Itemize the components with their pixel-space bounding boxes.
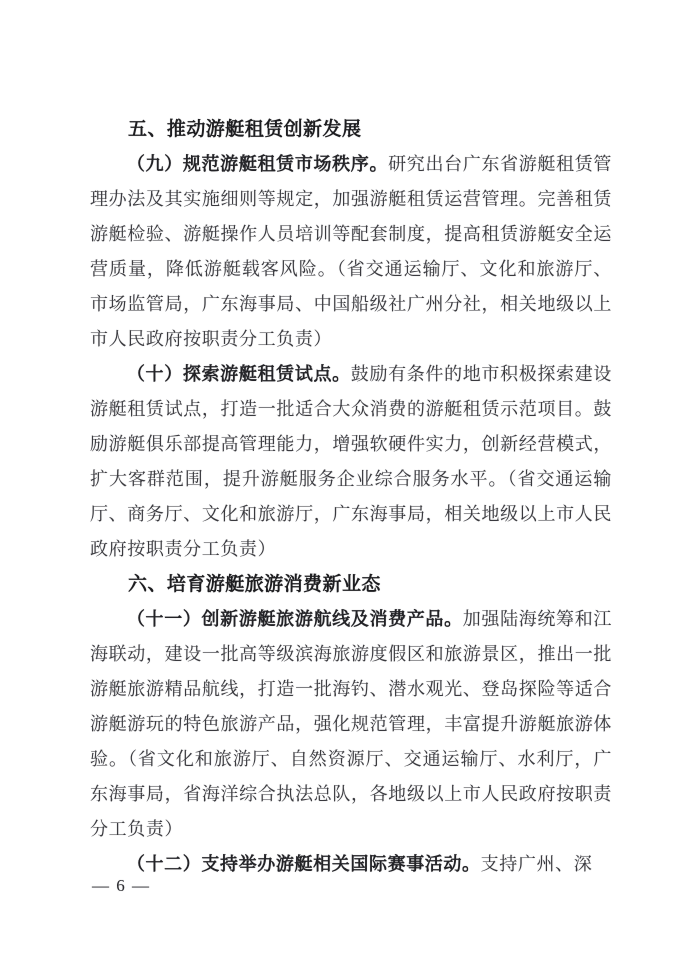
- section-heading-five: 五、推动游艇租赁创新发展: [128, 119, 362, 140]
- paragraph-nine-text: 研究出台广东省游艇租赁管理办法及其实施细则等规定，加强游艇租赁运营管理。完善租赁游艇检验、游艇操作人员培训等配套制度，提高租赁游艇安全运营质量，降低游艇载客风险。（省交通运输厅、文化和旅游厅、市场监管局，广东海事局、中国船级社广州分社，相关地级以上市人民政府按职责分工负责）: [90, 154, 612, 349]
- page-number-footer: — 6 —: [92, 876, 151, 895]
- paragraph-twelve-text: 支持广州、深: [480, 854, 593, 874]
- paragraph-ten-text: 鼓励有条件的地市积极探索建设游艇租赁试点，打造一批适合大众消费的游艇租赁示范项目。鼓励游艇俱乐部提高管理能力，增强软硬件实力，创新经营模式，扩大客群范围，提升游艇服务企业综合服务水平。（省交通运输厅、商务厅、文化和旅游厅，广东海事局，相关地级以上市人民政府按职责分工负责）: [90, 364, 612, 559]
- paragraph-nine: [90, 147, 612, 357]
- paragraph-eleven: [90, 602, 612, 847]
- paragraph-ten: [90, 357, 612, 567]
- paragraph-eleven-lead: （十一）创新游艇旅游航线及消费产品。: [126, 609, 463, 629]
- paragraph-twelve-lead: （十二）支持举办游艇相关国际赛事活动。: [126, 854, 481, 874]
- paragraph-nine-lead: （九）规范游艇租赁市场秩序。: [126, 154, 389, 174]
- paragraph-ten-lead: （十）探索游艇租赁试点。: [126, 364, 351, 384]
- section-heading-six: 六、培育游艇旅游消费新业态: [128, 574, 381, 595]
- paragraph-twelve: [90, 847, 612, 882]
- document-body: [90, 112, 612, 882]
- paragraph-eleven-text: 加强陆海统筹和江海联动，建设一批高等级滨海旅游度假区和旅游景区，推出一批游艇旅游精品航线，打造一批海钓、潜水观光、登岛探险等适合游艇游玩的特色旅游产品，强化规范管理，丰富提升游艇旅游体验。（省文化和旅游厅、自然资源厅、交通运输厅、水利厅，广东海事局，省海洋综合执法总队，各地级以上市人民政府按职责分工负责）: [90, 609, 612, 839]
